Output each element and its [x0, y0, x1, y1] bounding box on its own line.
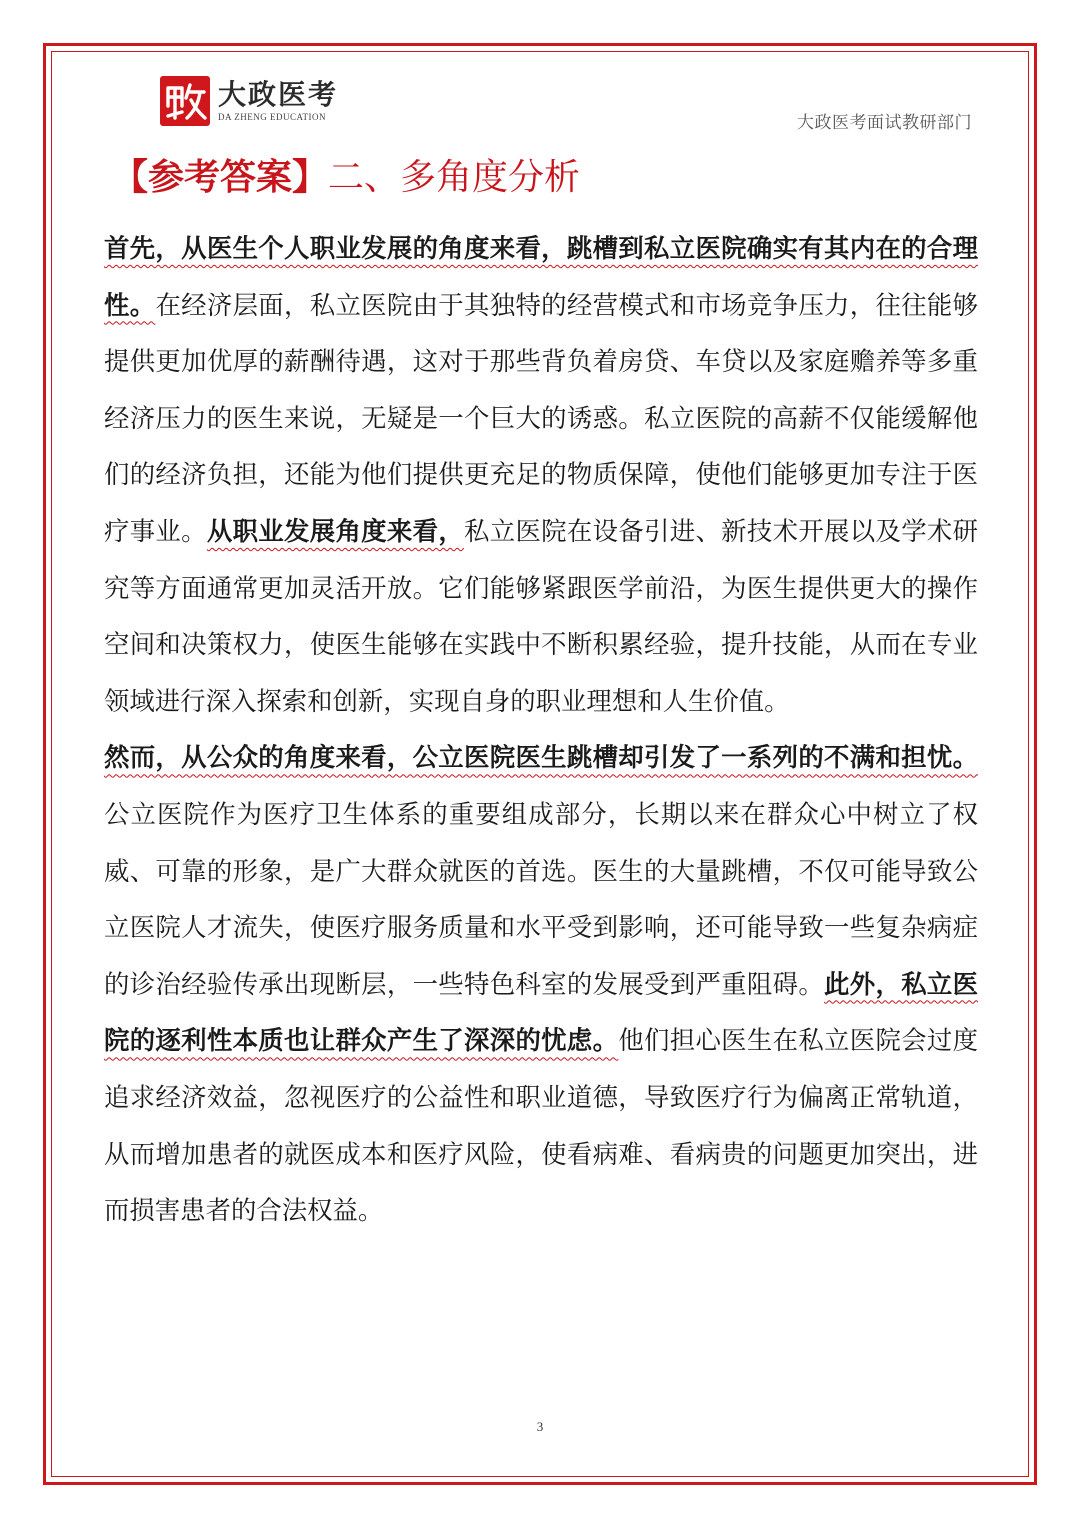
paragraph-lead: 首先，从医生个人职业发展的角度来看，跳槽到私立医院确实有其内在的合理性。 [104, 233, 978, 320]
logo-text [218, 79, 338, 123]
paragraph-text: 在经济层面，私立医院由于其独特的经营模式和市场竞争压力，往往能够提供更加优厚的薪酬待遇，这对于那些背负着房贷、车贷以及家庭赡养等多重经济压力的医生来说，无疑是一个巨大的诱惑。私立医院的高薪不仅能缓解他们的经济负担，还能为他们提供更充足的物质保障，使他们能够更加专注于医疗事业。 [104, 289, 979, 546]
paragraph-lead-secondary: 此外，私立医院的逐利性本质也让群众产生了深深的忧虑。 [104, 968, 979, 1056]
paragraph-public [104, 729, 978, 1238]
paragraph-text-secondary: 私立医院在设备引进、新技术开展以及学术研究等方面通常更加灵活开放。它们能够紧跟医学前沿，为医生提供更大的操作空间和决策权力，使医生能够在实践中不断积累经验，提升技能，从而在专业领域进行深入探索和创新，实现自身的职业理想和人生价值。 [104, 515, 979, 716]
section-heading: 二、多角度分析 [328, 157, 581, 198]
paragraph-lead-secondary: 从职业发展角度来看， [206, 515, 465, 546]
paragraph-text-secondary: 他们担心医生在私立医院会过度追求经济效益，忽视医疗的公益性和职业道德，导致医疗行为偏离正常轨道，从而增加患者的就医成本和医疗风险，使看病难、看病贵的问题更加突出，进而损害患者的合法权益。 [104, 1025, 979, 1226]
article-body [104, 220, 978, 1239]
section-tag: 【参考答案】 [112, 157, 329, 198]
brand-logo [160, 76, 338, 126]
logo-name-en: DA ZHENG EDUCATION [218, 112, 326, 122]
section-title [112, 152, 580, 204]
paragraph-personal [104, 220, 978, 729]
logo-mark-icon [160, 76, 210, 126]
paragraph-text: 公立医院作为医疗卫生体系的重要组成部分，长期以来在群众心中树立了权威、可靠的形象，是广大群众就医的首选。医生的大量跳槽，不仅可能导致公立医院人才流失，使医疗服务质量和水平受到影响，还可能导致一些复杂病症的诊治经验传承出现断层，一些特色科室的发展受到严重阻碍。 [104, 798, 978, 999]
page-number: 3 [536, 1419, 544, 1434]
department-label: 大政医考面试教研部门 [797, 113, 972, 133]
paragraph-lead: 然而，从公众的角度来看，公立医院医生跳槽却引发了一系列的不满和担忧。 [104, 742, 978, 773]
logo-name-cn: 大政医考 [218, 78, 339, 111]
